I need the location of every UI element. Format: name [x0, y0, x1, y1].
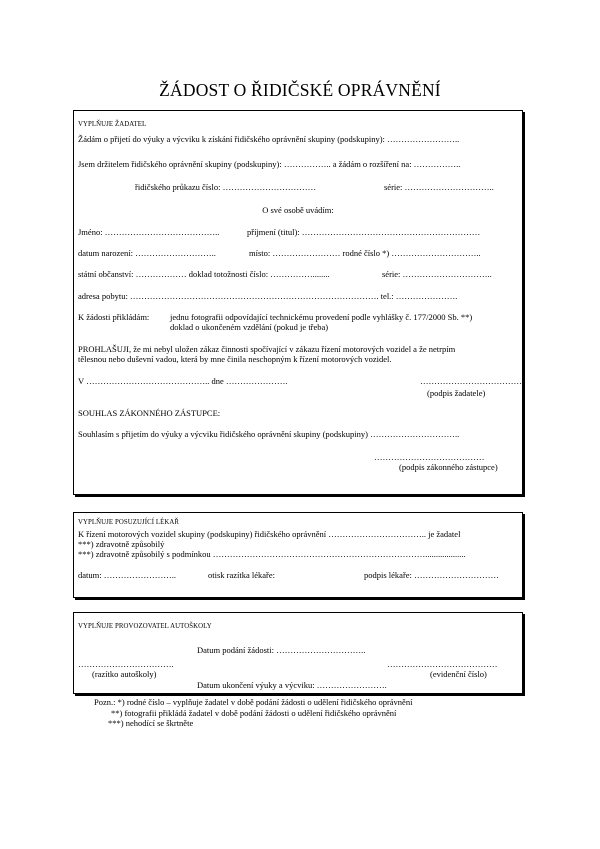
guardian-signature-line[interactable]: …………………………………: [374, 452, 485, 462]
submit-date-field[interactable]: Datum podání žádosti: …………………………..: [197, 645, 366, 655]
doctor-stamp-label: otisk razítka lékaře:: [208, 570, 276, 580]
registration-number-line[interactable]: …………………………………: [387, 659, 498, 669]
surname-field[interactable]: příjmení (titul): ………………………………………………………: [247, 227, 481, 237]
doctor-fit-option[interactable]: ***) zdravotně způsobilý: [78, 539, 165, 549]
doctor-date-field[interactable]: datum: ……………………..: [78, 570, 176, 580]
school-stamp-line[interactable]: …………………………….: [78, 659, 174, 669]
attachment-education: doklad o ukončeném vzdělání (pokud je třeba): [170, 322, 329, 332]
guardian-consent-line[interactable]: Souhlasím s přijetím do výuky a výcviku řidičského oprávnění skupiny (podskupiny) …………………………..: [78, 429, 460, 439]
guardian-header: SOUHLAS ZÁKONNÉHO ZÁSTUPCE:: [78, 408, 221, 418]
citizenship-field[interactable]: státní občanství: ……………… doklad totožnosti číslo: ……………........: [78, 269, 330, 279]
school-section: [73, 612, 523, 694]
licence-number-field[interactable]: řidičského průkazu číslo: ……………………………: [135, 182, 317, 192]
id-series-field[interactable]: série: …………………………..: [382, 269, 492, 279]
footnote-1: Pozn.: *) rodné číslo – vyplňuje žadatel v době podání žádosti o udělení řidičského oprávnění: [94, 697, 413, 707]
place-date-field[interactable]: V …………………………………….. dne ………………….: [78, 376, 288, 386]
holder-line[interactable]: Jsem držitelem řidičského oprávnění skupiny (podskupiny): …………….. a žádám o rozšíření na: ……………..: [78, 159, 461, 169]
birth-date-field[interactable]: datum narození: ………………………..: [78, 248, 216, 258]
doctor-header: VYPLŇUJE POSUZUJÍCÍ LÉKAŘ: [78, 519, 180, 526]
doctor-conditional-option[interactable]: ***) zdravotně způsobilý s podmínkou …………………………………………………………………...................: [78, 549, 466, 559]
school-header: VYPLŇUJE PROVOZOVATEL AUTOŠKOLY: [78, 623, 212, 630]
footnotes: [94, 697, 412, 729]
attachments-label: K žádosti přikládám:: [78, 312, 150, 322]
request-line[interactable]: Žádám o přijetí do výuky a výcviku k získání řidičského oprávnění skupiny (podskupiny): ……………………..: [78, 134, 460, 144]
licence-series-field[interactable]: série: …………………………..: [384, 182, 494, 192]
birth-place-field[interactable]: místo: …………………… rodné číslo *) …………………………..: [249, 248, 481, 258]
applicant-section: [73, 110, 523, 495]
footnote-2: **) fotografii přikládá žadatel v době podání žádosti o udělení řidičského oprávnění: [111, 707, 397, 718]
declaration-line-2: tělesnou nebo duševní vadou, která by mne činila neschopným k řízení motorových vozidel.: [78, 354, 392, 364]
registration-number-label: (evidenční číslo): [430, 669, 487, 679]
applicant-signature-label: (podpis žadatele): [427, 388, 486, 398]
doctor-section: [73, 512, 523, 598]
applicant-signature-line[interactable]: ………………………………: [420, 376, 522, 386]
page-title: ŽÁDOST O ŘIDIČSKÉ OPRÁVNĚNÍ: [159, 80, 441, 100]
footnote-3: ***) nehodící se škrtněte: [108, 718, 194, 728]
school-stamp-label: (razítko autoškoly): [92, 669, 157, 679]
doctor-signature-field[interactable]: podpis lékaře: …………………………: [364, 570, 500, 580]
declaration-line-1: PROHLAŠUJI, že mi nebyl uložen zákaz činnosti spočívající v zákazu řízení motorových vozidel a že netrpím: [78, 344, 456, 354]
guardian-signature-label: (podpis zákonného zástupce): [399, 462, 498, 472]
about-me-heading: O své osobě uvádím:: [262, 205, 334, 215]
end-date-field[interactable]: Datum ukončení výuky a výcviku: …………………….: [197, 680, 387, 690]
first-name-field[interactable]: Jméno: …………………………………..: [78, 227, 220, 237]
attachment-photo: jednu fotografii odpovídající technickému provedení podle vyhlášky č. 177/2000 Sb. **): [170, 312, 473, 322]
doctor-line-1[interactable]: K řízení motorových vozidel skupiny (podskupiny) řidičského oprávnění …………………………….. je žadatel: [78, 529, 461, 539]
applicant-header: VYPLŇUJE ŽADATEL: [78, 121, 147, 128]
address-field[interactable]: adresa pobytu: ……………………………………………………………………………. tel.: ………………….: [78, 291, 458, 301]
